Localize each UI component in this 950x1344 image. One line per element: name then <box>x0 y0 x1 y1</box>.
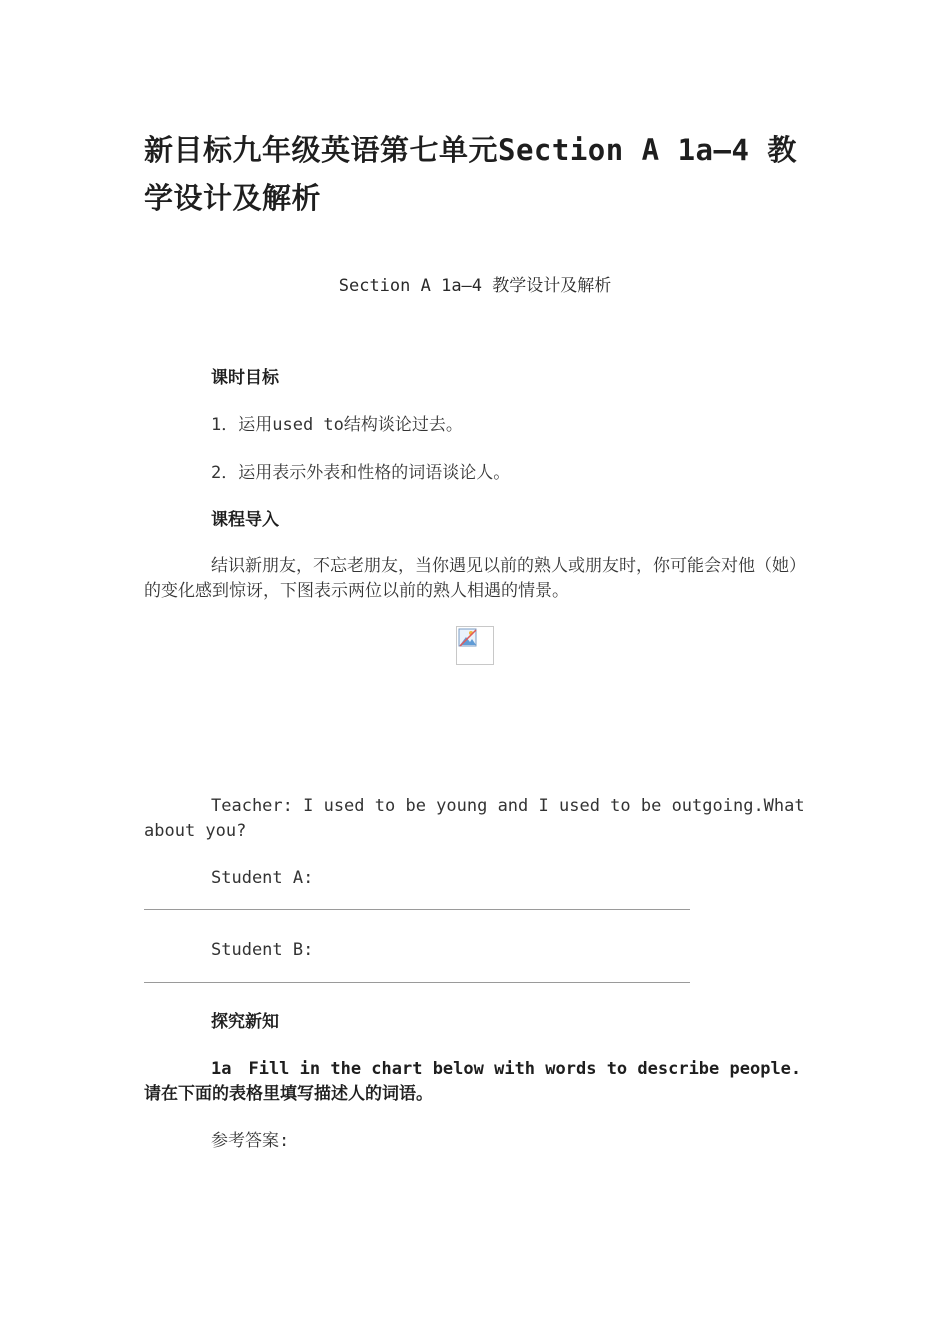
page-title: 新目标九年级英语第七单元Section A 1a—4 教学设计及解析 <box>144 133 797 215</box>
intro-heading: 课程导入 <box>211 510 279 530</box>
objectives-heading: 课时目标 <box>211 368 279 388</box>
intro-paragraph: 结识新朋友，不忘老朋友，当你遇见以前的熟人或朋友时，你可能会对他（她）的变化感到惊讶，下图表示两位以前的熟人相遇的情景。 <box>144 556 806 601</box>
answer-line-a <box>144 909 690 910</box>
student-b-label: Student B: <box>211 940 314 960</box>
document-subtitle: Section A 1a—4 教学设计及解析 <box>338 276 612 296</box>
objective-1: 1．运用used to结构谈论过去。 <box>211 415 463 435</box>
broken-image-icon <box>458 628 478 648</box>
explore-heading: 探究新知 <box>211 1012 279 1032</box>
task-1a: 1a Fill in the chart below with words to describe people.请在下面的表格里填写描述人的词语。 <box>144 1059 802 1104</box>
answer-line-b <box>144 982 690 983</box>
student-a-label: Student A: <box>211 868 314 888</box>
answer-label: 参考答案: <box>211 1131 290 1151</box>
objective-2: 2．运用表示外表和性格的词语谈论人。 <box>211 463 511 483</box>
image-placeholder <box>456 626 494 665</box>
teacher-dialogue: Teacher: I used to be young and I used to be outgoing.What about you? <box>144 796 805 841</box>
